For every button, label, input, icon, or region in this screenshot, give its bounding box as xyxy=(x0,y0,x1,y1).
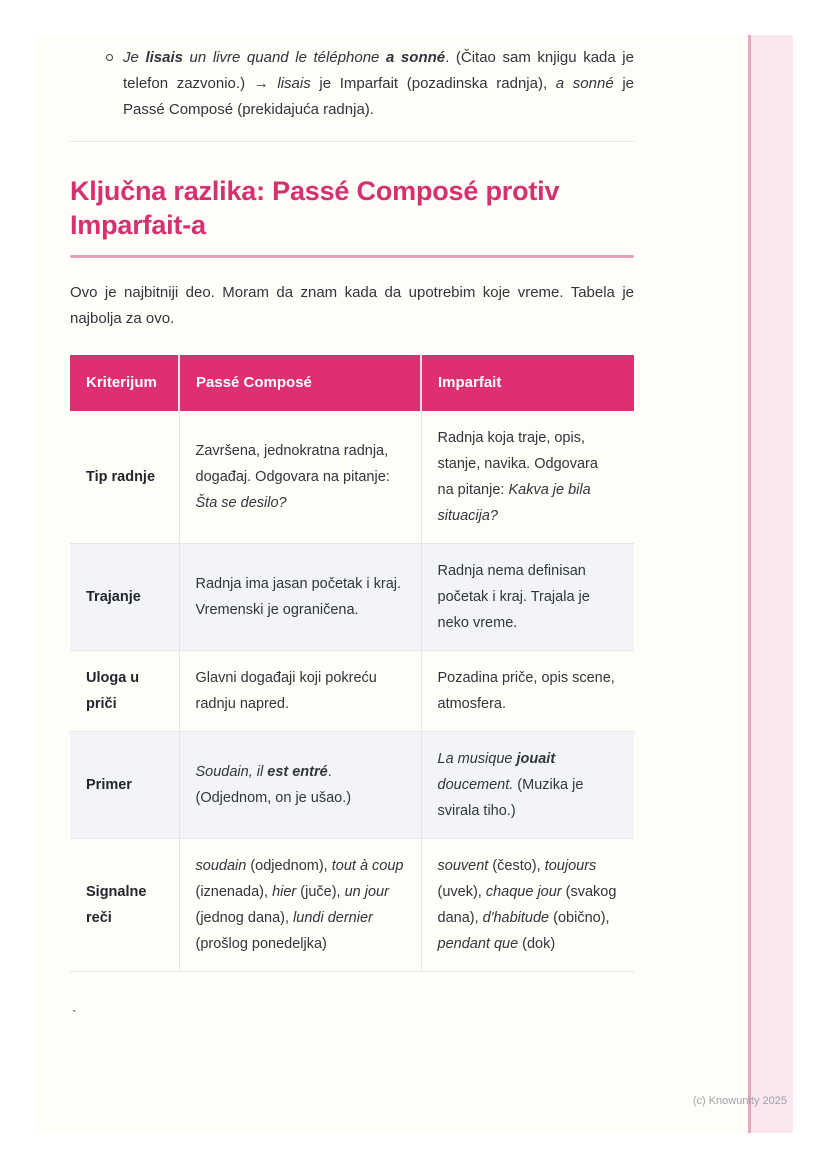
copyright-notice: (c) Knowunity 2025 xyxy=(692,1095,787,1107)
section-heading: Ključna razlika: Passé Composé protiv Imparfait-a xyxy=(70,176,560,240)
header-cell-kriterijum: Kriterijum xyxy=(70,355,179,411)
cell-imparfait: La musique jouait doucement. (Muzika je svirala tiho.) xyxy=(421,732,634,839)
cell-passe-compose: Glavni događaji koji pokreću radnju napred. xyxy=(179,651,421,732)
cell-imparfait: souvent (često), toujours (uvek), chaque jour (svakog dana), d'habitude (obično), pendant que (dok) xyxy=(421,839,634,972)
cell-passe-compose: Soudain, il est entré. (Odjednom, on je ušao.) xyxy=(179,732,421,839)
intro-paragraph: Ovo je najbitniji deo. Moram da znam kada da upotrebim koje vreme. Tabela je najbolja za ovo. xyxy=(70,284,634,327)
section-divider xyxy=(70,141,634,142)
bullet-circle-icon xyxy=(106,54,113,61)
cell-passe-compose: Radnja ima jasan početak i kraj. Vremenski je ograničena. xyxy=(179,544,421,651)
example-bullet-item xyxy=(70,45,634,123)
heading-underline xyxy=(70,255,634,258)
cell-imparfait: Pozadina priče, opis scene, atmosfera. xyxy=(421,651,634,732)
cell-passe-compose: Završena, jednokratna radnja, događaj. Odgovara na pitanje: Šta se desilo? xyxy=(179,411,421,544)
stray-backtick-character: ` xyxy=(72,1007,77,1023)
table-row xyxy=(70,839,634,972)
table-row xyxy=(70,732,634,839)
row-criterion-cell: Tip radnje xyxy=(70,411,179,544)
comparison-table xyxy=(70,355,634,972)
row-criterion-cell: Primer xyxy=(70,732,179,839)
header-cell-imparfait: Imparfait xyxy=(421,355,634,411)
table-row xyxy=(70,544,634,651)
table-row xyxy=(70,651,634,732)
cell-passe-compose: soudain (odjednom), tout à coup (iznenada), hier (juče), un jour (jednog dana), lundi dernier (prošlog ponedeljka) xyxy=(179,839,421,972)
document-page xyxy=(37,35,793,1133)
cell-imparfait: Radnja nema definisan početak i kraj. Trajala je neko vreme. xyxy=(421,544,634,651)
comparison-table-header xyxy=(70,355,634,411)
row-criterion-cell: Uloga u priči xyxy=(70,651,179,732)
row-criterion-cell: Signalne reči xyxy=(70,839,179,972)
example-bullet-text: Je lisais un livre quand le téléphone a sonné. (Čitao sam knjigu kada je telefon zazvonio.) → lisais je Imparfait (pozadinska radnja), a sonné je Passé Composé (prekidajuća radnja). xyxy=(123,49,635,118)
row-criterion-cell: Trajanje xyxy=(70,544,179,651)
cell-imparfait: Radnja koja traje, opis, stanje, navika. Odgovara na pitanje: Kakva je bila situacija? xyxy=(421,411,634,544)
right-pink-stripe xyxy=(748,35,793,1133)
table-row xyxy=(70,411,634,544)
header-cell-passe-compose: Passé Composé xyxy=(179,355,421,411)
table-header-row xyxy=(70,355,634,411)
comparison-table-body xyxy=(70,411,634,972)
